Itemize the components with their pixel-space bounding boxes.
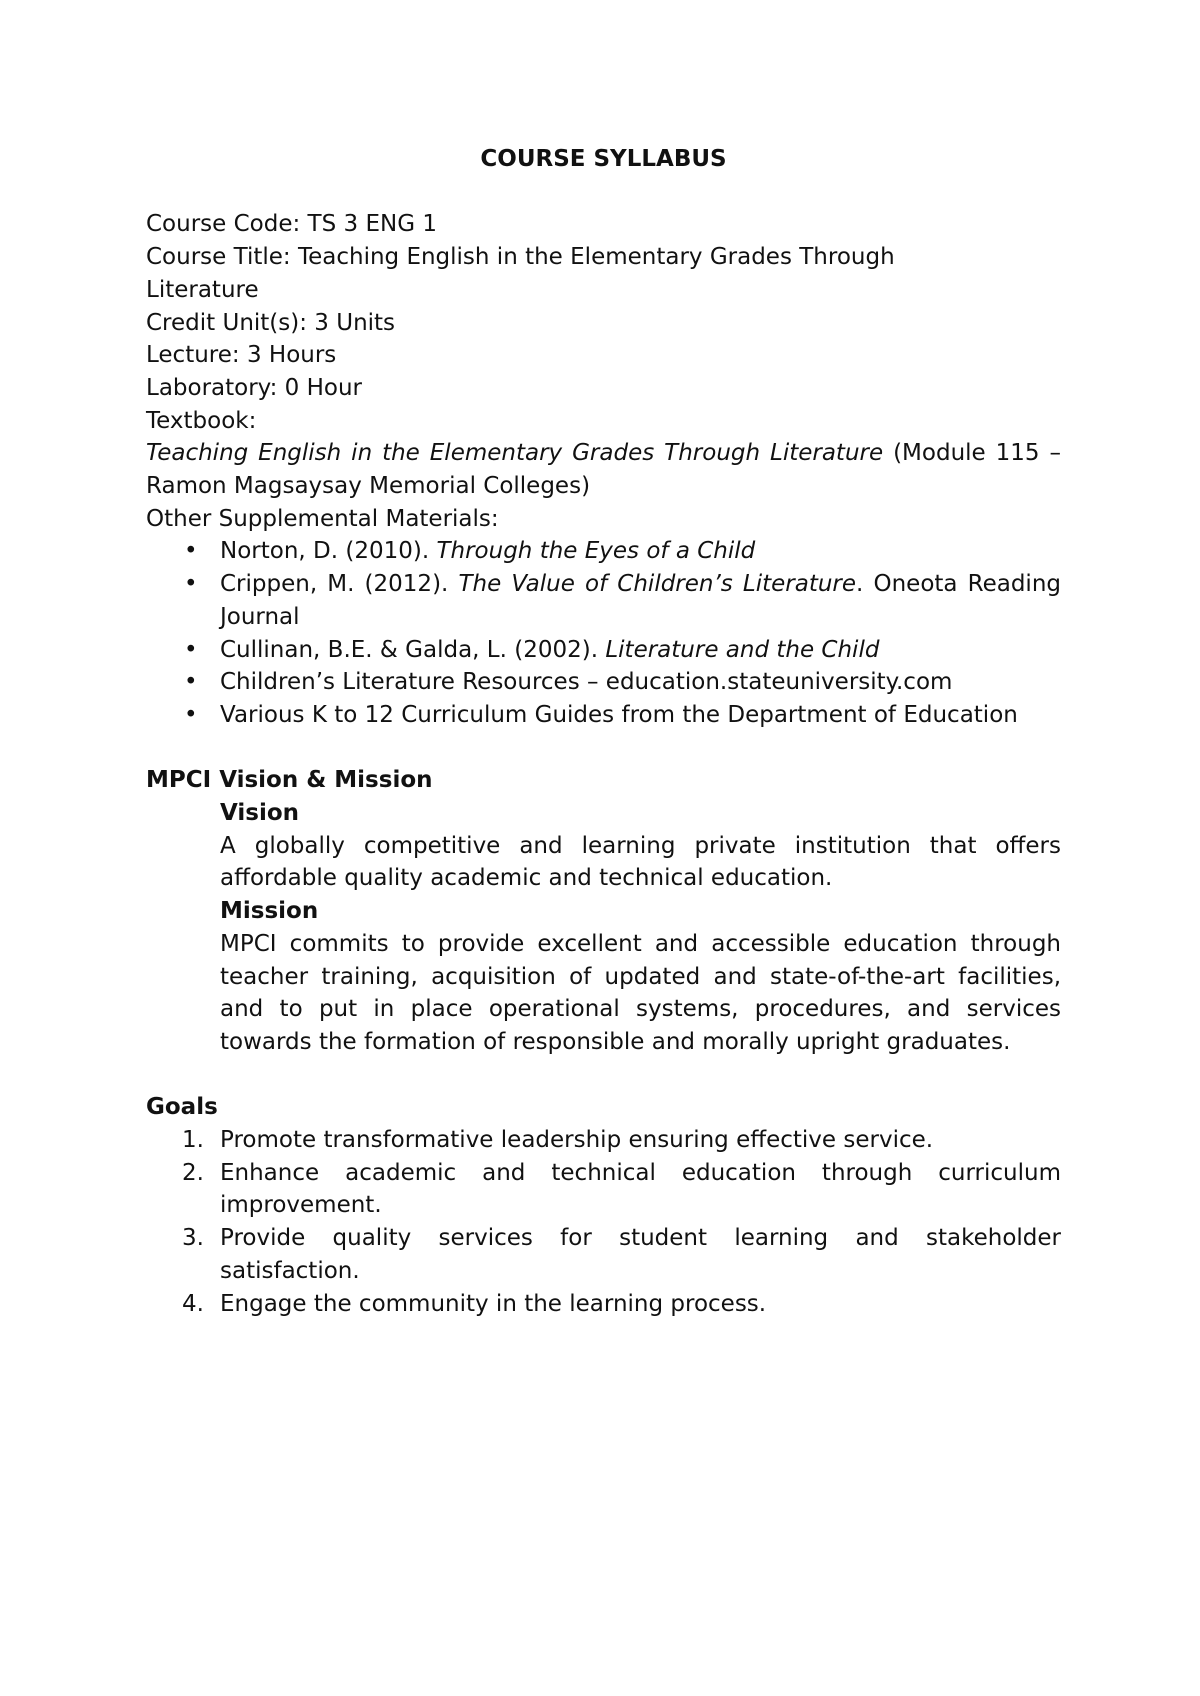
reference-title: Literature and the Child xyxy=(605,636,880,663)
page-title: COURSE SYLLABUS xyxy=(480,146,727,172)
textbook-label: Textbook: xyxy=(146,407,257,434)
bullet-icon: • xyxy=(184,636,198,663)
reference-title: Through the Eyes of a Child xyxy=(436,538,756,565)
goal-number: 1. xyxy=(182,1127,204,1154)
course-code: Course Code: TS 3 ENG 1 xyxy=(146,211,437,238)
goal-text: Promote transformative leadership ensuring effective service. xyxy=(220,1127,934,1154)
textbook-note: (Module 115 – Ramon Magsaysay Memorial Colleges) xyxy=(146,440,1061,500)
mission-heading: Mission xyxy=(220,898,319,925)
list-item xyxy=(146,666,1061,699)
bullet-icon: • xyxy=(184,701,198,728)
goal-text: Provide quality services for student learning and stakeholder satisfaction. xyxy=(220,1225,1061,1284)
vision-mission-block xyxy=(146,797,1061,1059)
textbook-entry xyxy=(146,437,1061,502)
goals-list xyxy=(146,1124,1061,1320)
list-item xyxy=(146,568,1061,633)
goal-text: Engage the community in the learning process. xyxy=(220,1290,767,1317)
course-title-line-2: Literature xyxy=(146,276,259,303)
bullet-icon: • xyxy=(184,571,198,598)
reference-author: Norton, D. (2010). xyxy=(220,538,437,565)
list-item xyxy=(146,1157,1061,1222)
list-item xyxy=(146,699,1061,732)
course-title-line-1: Course Title: Teaching English in the Elementary Grades Through xyxy=(146,244,895,271)
reference-author: Cullinan, B.E. & Galda, L. (2002). xyxy=(220,636,606,663)
laboratory-hours: Laboratory: 0 Hour xyxy=(146,374,363,401)
bullet-icon: • xyxy=(184,669,198,696)
lecture-hours: Lecture: 3 Hours xyxy=(146,342,337,369)
reference-author: Crippen, M. (2012). xyxy=(220,571,459,598)
list-item xyxy=(146,1222,1061,1287)
reference-title: The Value of Children’s Literature xyxy=(458,571,857,598)
textbook-title: Teaching English in the Elementary Grades Through Literature xyxy=(146,440,884,467)
mission-text: MPCI commits to provide excellent and accessible education through teacher training, acquisition of updated and state-of-the-art facilities, and to put in place operational systems, procedures, and services towards the formation of responsible and morally upright graduates. xyxy=(220,930,1061,1055)
goal-number: 4. xyxy=(182,1290,204,1317)
vision-heading: Vision xyxy=(220,800,300,827)
goal-number: 2. xyxy=(182,1159,204,1186)
reference-author: Various K to 12 Curriculum Guides from the Department of Education xyxy=(220,701,1018,728)
reference-author: Children’s Literature Resources – education.stateuniversity.com xyxy=(220,669,953,696)
bullet-icon: • xyxy=(184,538,198,565)
list-item xyxy=(146,1124,1061,1157)
supplemental-list xyxy=(146,535,1061,731)
vision-mission-heading: MPCI Vision & Mission xyxy=(146,767,433,794)
syllabus-page xyxy=(146,143,1061,1320)
credit-units: Credit Unit(s): 3 Units xyxy=(146,309,396,336)
goals-heading: Goals xyxy=(146,1094,218,1121)
supplemental-label: Other Supplemental Materials: xyxy=(146,505,499,532)
vision-text: A globally competitive and learning private institution that offers affordable quality academic and technical education. xyxy=(220,832,1061,892)
list-item xyxy=(146,1288,1061,1321)
goal-number: 3. xyxy=(182,1225,204,1252)
goal-text: Enhance academic and technical education through curriculum improvement. xyxy=(220,1159,1061,1219)
list-item xyxy=(146,634,1061,667)
reference-source: . Oneota Reading Journal xyxy=(220,571,1061,630)
list-item xyxy=(146,535,1061,568)
